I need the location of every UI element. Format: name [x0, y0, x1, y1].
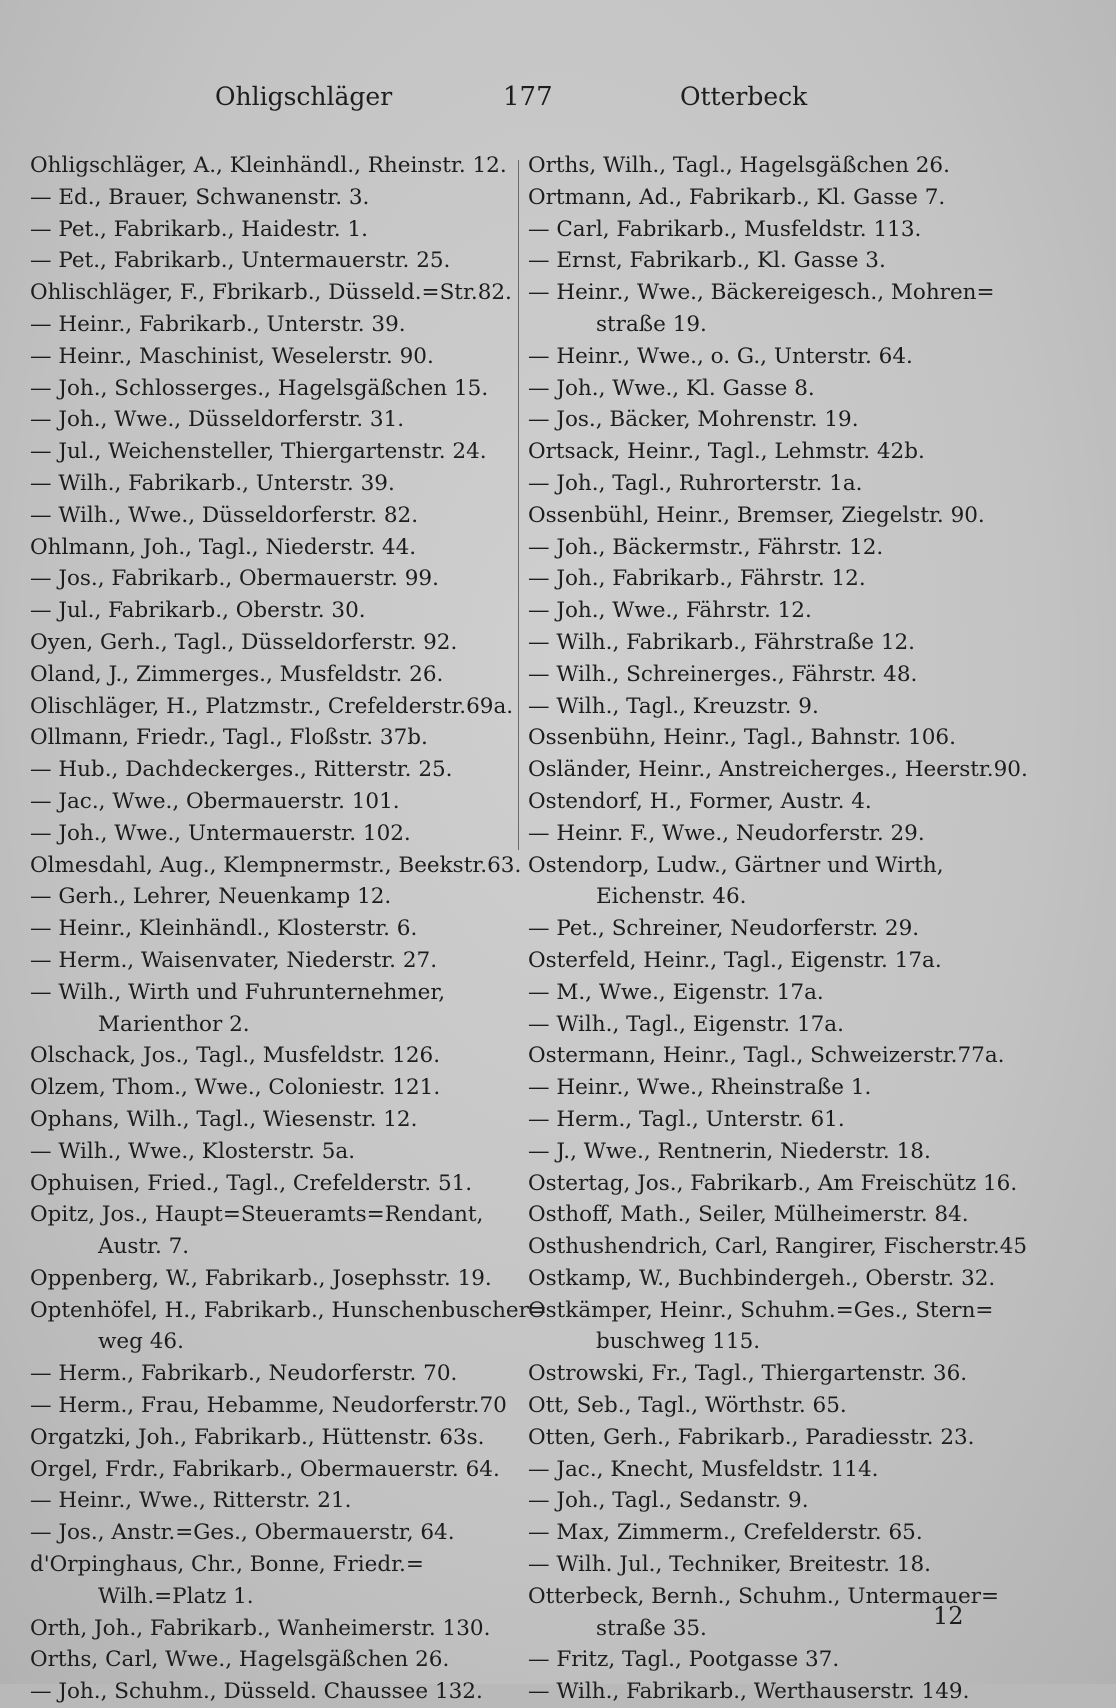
directory-entry: Ott, Seb., Tagl., Wörthstr. 65. [528, 1393, 847, 1419]
directory-entry: Austr. 7. [98, 1234, 190, 1260]
directory-entry: — Wilh., Fabrikarb., Werthauserstr. 149. [528, 1679, 970, 1705]
directory-entry: — Heinr., Wwe., o. G., Unterstr. 64. [528, 343, 913, 369]
directory-entry: — Joh., Wwe., Fährstr. 12. [528, 598, 812, 624]
header-last-name: Otterbeck [680, 82, 808, 111]
directory-entry: — Max, Zimmerm., Crefelderstr. 65. [528, 1520, 923, 1546]
directory-entry: Orgel, Frdr., Fabrikarb., Obermauerstr. 64. [30, 1456, 500, 1482]
directory-entry: — Wilh., Schreinerges., Fährstr. 48. [528, 661, 918, 687]
directory-entry: Otten, Gerh., Fabrikarb., Paradiesstr. 23. [528, 1424, 975, 1450]
directory-entry: Oppenberg, W., Fabrikarb., Josephsstr. 19. [30, 1265, 492, 1291]
directory-entry: — Jul., Fabrikarb., Oberstr. 30. [30, 598, 366, 624]
directory-entry: straße 19. [596, 311, 707, 337]
directory-entry: Ossenbühl, Heinr., Bremser, Ziegelstr. 90. [528, 502, 985, 528]
directory-entry: Orth, Joh., Fabrikarb., Wanheimerstr. 130. [30, 1615, 491, 1641]
directory-entry: — Wilh., Fabrikarb., Unterstr. 39. [30, 470, 395, 496]
directory-entry: — Jos., Anstr.=Ges., Obermauerstr, 64. [30, 1520, 455, 1546]
directory-entry: Ostrowski, Fr., Tagl., Thiergartenstr. 36. [528, 1361, 968, 1387]
directory-entry: — Joh., Tagl., Sedanstr. 9. [528, 1488, 809, 1514]
directory-entry: Marienthor 2. [98, 1011, 250, 1037]
directory-entry: Olschack, Jos., Tagl., Musfeldstr. 126. [30, 1043, 441, 1069]
directory-entry: — Wilh., Wwe., Klosterstr. 5a. [30, 1138, 356, 1164]
directory-entry: weg 46. [98, 1329, 184, 1355]
directory-entry: — Heinr., Wwe., Ritterstr. 21. [30, 1488, 352, 1514]
directory-entry: Ohligschläger, A., Kleinhändl., Rheinstr. 12. [30, 153, 507, 178]
page-number: 177 [503, 82, 553, 112]
column-divider [518, 160, 519, 850]
directory-entry: Ostendorf, H., Former, Austr. 4. [528, 788, 872, 814]
directory-entry: — Heinr., Wwe., Rheinstraße 1. [528, 1075, 872, 1101]
directory-entry: — Jac., Knecht, Musfeldstr. 114. [528, 1456, 879, 1482]
directory-entry: — Joh., Schuhm., Düsseld. Chaussee 132. [30, 1679, 483, 1705]
directory-entry: Olischläger, H., Platzmstr., Crefelderstr.69a. [30, 693, 514, 719]
directory-entry: Oland, J., Zimmerges., Musfeldstr. 26. [30, 661, 444, 687]
directory-entry: Ostertag, Jos., Fabrikarb., Am Freischütz 16. [528, 1170, 1018, 1196]
directory-entry: Ossenbühn, Heinr., Tagl., Bahnstr. 106. [528, 725, 956, 751]
directory-entry: Ophuisen, Fried., Tagl., Crefelderstr. 51. [30, 1170, 473, 1196]
directory-entry: — Heinr., Fabrikarb., Unterstr. 39. [30, 311, 406, 337]
directory-entry: — Ernst, Fabrikarb., Kl. Gasse 3. [528, 248, 886, 274]
directory-entry: — Pet., Fabrikarb., Untermauerstr. 25. [30, 248, 451, 274]
directory-entry: Optenhöfel, H., Fabrikarb., Hunschenbuscher= [30, 1297, 547, 1323]
directory-entry: — Joh., Bäckermstr., Fährstr. 12. [528, 534, 884, 560]
directory-entry: — Heinr., Wwe., Bäckereigesch., Mohren= [528, 280, 995, 306]
directory-entry: — Fritz, Tagl., Pootgasse 37. [528, 1647, 840, 1673]
directory-entry: straße 35. [596, 1615, 707, 1641]
directory-entry: Ortsack, Heinr., Tagl., Lehmstr. 42b. [528, 439, 925, 465]
directory-entry: Ostkamp, W., Buchbindergeh., Oberstr. 32. [528, 1265, 996, 1291]
directory-entry: — J., Wwe., Rentnerin, Niederstr. 18. [528, 1138, 931, 1164]
directory-entry: — Herm., Frau, Hebamme, Neudorferstr.70 [30, 1393, 507, 1419]
directory-entry: Eichenstr. 46. [596, 884, 747, 910]
page-header [0, 82, 1116, 122]
directory-entry: Olmesdahl, Aug., Klempnermstr., Beekstr.63. [30, 852, 522, 878]
directory-entry: Osthushendrich, Carl, Rangirer, Fischerstr.45 [528, 1234, 1028, 1260]
directory-entry: Ophans, Wilh., Tagl., Wiesenstr. 12. [30, 1106, 418, 1132]
directory-entry: — Heinr., Kleinhändl., Klosterstr. 6. [30, 916, 418, 942]
directory-entry: Ostendorp, Ludw., Gärtner und Wirth, [528, 852, 944, 878]
directory-entry: — Carl, Fabrikarb., Musfeldstr. 113. [528, 216, 922, 242]
directory-entry: — Ed., Brauer, Schwanenstr. 3. [30, 184, 370, 210]
header-first-name: Ohligschläger [215, 82, 393, 111]
directory-entry: — Joh., Wwe., Untermauerstr. 102. [30, 820, 411, 846]
signature-mark: 12 [933, 1602, 964, 1630]
directory-entry: — Wilh. Jul., Techniker, Breitestr. 18. [528, 1552, 931, 1578]
directory-entry: Oyen, Gerh., Tagl., Düsseldorferstr. 92. [30, 629, 458, 655]
directory-entry: — Wilh., Tagl., Eigenstr. 17a. [528, 1011, 844, 1037]
directory-entry: — Pet., Schreiner, Neudorferstr. 29. [528, 916, 920, 942]
directory-entry: — Gerh., Lehrer, Neuenkamp 12. [30, 884, 392, 910]
directory-entry: — Joh., Tagl., Ruhrorterstr. 1a. [528, 470, 863, 496]
directory-entry: d'Orpinghaus, Chr., Bonne, Friedr.= [30, 1552, 424, 1578]
directory-entry: — Joh., Wwe., Düsseldorferstr. 31. [30, 407, 405, 433]
directory-entry: Ohlmann, Joh., Tagl., Niederstr. 44. [30, 534, 417, 560]
directory-entry: Wilh.=Platz 1. [98, 1583, 254, 1609]
directory-entry: — Herm., Waisenvater, Niederstr. 27. [30, 947, 438, 973]
directory-entry: — Wilh., Wwe., Düsseldorferstr. 82. [30, 502, 419, 528]
directory-entry: — Wilh., Wirth und Fuhrunternehmer, [30, 979, 446, 1005]
directory-entry: Ortmann, Ad., Fabrikarb., Kl. Gasse 7. [528, 184, 946, 210]
directory-entry: — Joh., Fabrikarb., Fährstr. 12. [528, 566, 866, 592]
directory-entry: Otterbeck, Bernh., Schuhm., Untermauer= [528, 1583, 1000, 1609]
directory-entry: Osterfeld, Heinr., Tagl., Eigenstr. 17a. [528, 947, 942, 973]
directory-entry: — Jos., Bäcker, Mohrenstr. 19. [528, 407, 859, 433]
directory-entry: Ostermann, Heinr., Tagl., Schweizerstr.77a. [528, 1043, 1005, 1069]
directory-entry: — Wilh., Fabrikarb., Fährstraße 12. [528, 629, 916, 655]
directory-entry: — Jul., Weichensteller, Thiergartenstr. 24. [30, 439, 487, 465]
directory-entry: Orths, Carl, Wwe., Hagelsgäßchen 26. [30, 1647, 450, 1673]
directory-entry: buschweg 115. [596, 1329, 761, 1355]
directory-entry: Olzem, Thom., Wwe., Coloniestr. 121. [30, 1075, 441, 1101]
directory-entry: — Jac., Wwe., Obermauerstr. 101. [30, 788, 400, 814]
directory-entry: Ostkämper, Heinr., Schuhm.=Ges., Stern= [528, 1297, 994, 1323]
directory-entry: — M., Wwe., Eigenstr. 17a. [528, 979, 824, 1005]
directory-entry: Orgatzki, Joh., Fabrikarb., Hüttenstr. 63s. [30, 1424, 485, 1450]
directory-entry: Osländer, Heinr., Anstreicherges., Heerstr.90. [528, 757, 1028, 783]
right-column [528, 150, 1028, 1708]
directory-entry: — Wilh., Tagl., Kreuzstr. 9. [528, 693, 819, 719]
directory-entry: — Jos., Fabrikarb., Obermauerstr. 99. [30, 566, 439, 592]
directory-entry: — Heinr., Maschinist, Weselerstr. 90. [30, 343, 434, 369]
directory-entry: Opitz, Jos., Haupt=Steueramts=Rendant, [30, 1202, 484, 1228]
directory-entry: — Herm., Fabrikarb., Neudorferstr. 70. [30, 1361, 458, 1387]
left-column [30, 150, 547, 1708]
directory-entry: — Joh., Wwe., Kl. Gasse 8. [528, 375, 815, 401]
directory-entry: Ohlischläger, F., Fbrikarb., Düsseld.=Str.82. [30, 280, 512, 306]
directory-entry: — Heinr. F., Wwe., Neudorferstr. 29. [528, 820, 925, 846]
directory-entry: — Hub., Dachdeckerges., Ritterstr. 25. [30, 757, 453, 783]
directory-entry: Osthoff, Math., Seiler, Mülheimerstr. 84. [528, 1202, 969, 1228]
directory-entry: — Herm., Tagl., Unterstr. 61. [528, 1106, 845, 1132]
directory-entry: — Pet., Fabrikarb., Haidestr. 1. [30, 216, 368, 242]
directory-entry: Ollmann, Friedr., Tagl., Floßstr. 37b. [30, 725, 428, 751]
directory-entry: — Joh., Schlosserges., Hagelsgäßchen 15. [30, 375, 489, 401]
directory-entry: Orths, Wilh., Tagl., Hagelsgäßchen 26. [528, 153, 950, 178]
